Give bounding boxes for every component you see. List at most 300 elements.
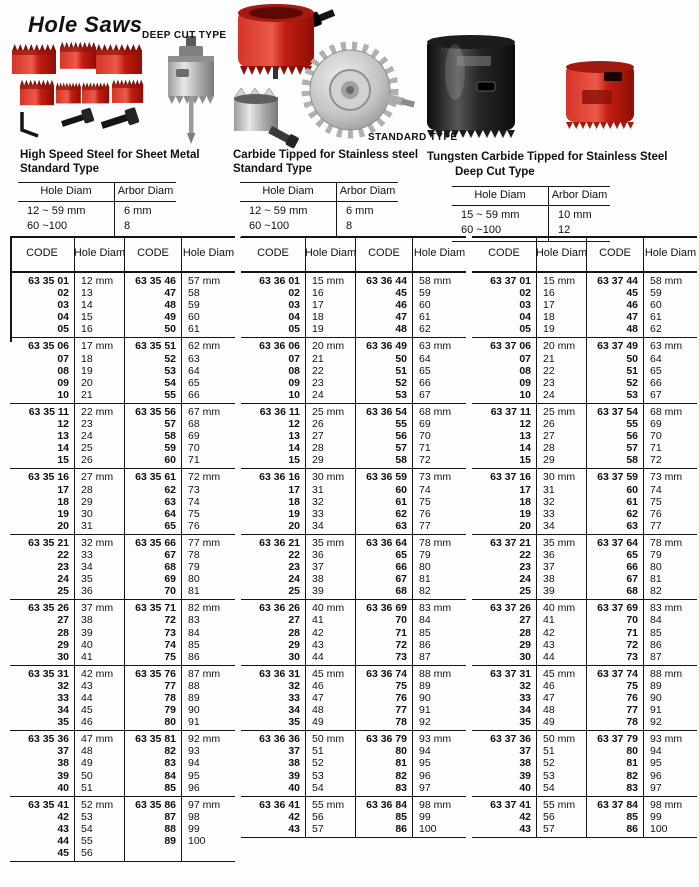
code-cell: 52	[355, 377, 412, 389]
hole-diam-cell: 87	[643, 651, 697, 665]
hole-diam-cell: 83	[181, 614, 235, 626]
code-cell: 03	[519, 299, 531, 312]
code-cell: 63 35 06	[10, 337, 74, 352]
hole-diam-cell: 99	[181, 823, 235, 835]
hole-diam-cell: 28	[536, 442, 586, 454]
hole-diam-cell: 77	[643, 520, 697, 534]
hole-diam-cell: 52 mm	[74, 796, 124, 811]
code-cell: 29	[519, 638, 531, 651]
code-cell: 63 35 66	[124, 534, 181, 549]
hole-diam-cell: 81	[181, 585, 235, 599]
code-cell: 24	[57, 573, 69, 586]
deep-cut-type-label: DEEP CUT TYPE	[142, 30, 227, 41]
code-cell: 22	[519, 548, 531, 561]
code-cell: 52	[124, 353, 181, 365]
hole-diam-cell: 16	[305, 287, 355, 299]
code-table-hss	[10, 236, 235, 862]
code-cell: 34	[288, 704, 300, 717]
code-cell: 56	[355, 430, 412, 442]
code-cell: 30	[288, 650, 300, 663]
hole-diam-cell: 35 mm	[305, 534, 355, 549]
code-cell: 55	[586, 418, 643, 430]
code-cell: 19	[57, 507, 69, 520]
code-cell: 23	[288, 561, 300, 574]
hole-diam-cell: 86	[412, 639, 466, 651]
hole-diam-cell: 90	[643, 692, 697, 704]
hole-diam-cell: 84	[412, 614, 466, 626]
hole-diam-cell: 32 mm	[74, 534, 124, 549]
hole-diam-cell: 18	[305, 311, 355, 323]
hole-diam-cell: 97 mm	[181, 796, 235, 811]
hole-diam-cell: 48	[74, 745, 124, 757]
hole-diam-cell: 28	[305, 442, 355, 454]
hole-diam-cell: 53	[74, 811, 124, 823]
code-cell: 75	[586, 680, 643, 692]
code-cell: 35	[288, 716, 300, 729]
code-cell: 68	[586, 585, 643, 599]
code-cell: 63 37 54	[586, 403, 643, 418]
hole-diam-cell: 94	[412, 745, 466, 757]
hole-diam-cell: 60	[412, 299, 466, 311]
hole-diam-cell: 97	[643, 782, 697, 796]
hole-diam-cell: 27	[305, 430, 355, 442]
hole-diam-cell: 35 mm	[536, 534, 586, 549]
code-cell: 65	[124, 520, 181, 534]
hole-diam-cell: 78 mm	[412, 534, 466, 549]
code-cell: 37	[57, 745, 69, 758]
hole-diam-cell: 98	[181, 811, 235, 823]
hole-diam-cell: 85	[412, 627, 466, 639]
code-cell: 43	[519, 822, 531, 835]
code-cell: 53	[586, 389, 643, 403]
hole-diam-cell: 18	[536, 311, 586, 323]
hole-diam-cell: 91	[643, 704, 697, 716]
code-cell: 63 36 59	[355, 468, 412, 483]
code-cell: 30	[519, 650, 531, 663]
col-header-code: CODE	[241, 238, 305, 273]
arbor-icon	[100, 107, 140, 134]
section-title-carbide-line1: Carbide Tipped for Stainless steel	[233, 149, 419, 161]
hole-diam-cell: 51	[305, 745, 355, 757]
hole-diam-cell: 19	[305, 323, 355, 337]
hole-diam-cell: 16	[74, 323, 124, 337]
code-cell: 32	[519, 679, 531, 692]
hole-diam-cell: 17	[305, 299, 355, 311]
code-cell: 63 35 21	[10, 534, 74, 549]
code-cell: 32	[288, 679, 300, 692]
code-cell: 82	[586, 770, 643, 782]
spec-cell: 10 mm	[548, 206, 610, 223]
code-cell: 17	[288, 483, 300, 496]
code-cell: 72	[124, 614, 181, 626]
hole-diam-cell: 46	[305, 680, 355, 692]
hole-diam-cell: 27	[536, 430, 586, 442]
spec-cell: 8	[114, 219, 176, 237]
code-cell: 63 37 16	[472, 468, 536, 483]
col-header-code: CODE	[124, 238, 181, 273]
hole-diam-cell: 86	[643, 639, 697, 651]
hole-diam-cell: 89	[412, 680, 466, 692]
hole-diam-cell: 48	[536, 704, 586, 716]
code-cell: 33	[519, 692, 531, 704]
hole-diam-cell: 57	[305, 823, 355, 837]
hole-diam-cell: 56	[305, 811, 355, 823]
hole-diam-cell: 62	[412, 323, 466, 337]
code-cell: 63 35 01	[28, 275, 69, 287]
code-cell: 53	[355, 389, 412, 403]
hole-diam-cell: 100	[181, 835, 235, 847]
hole-diam-cell: 89	[643, 680, 697, 692]
hole-diam-cell: 44	[305, 651, 355, 665]
hole-diam-cell: 86	[181, 651, 235, 665]
code-cell: 62	[355, 508, 412, 520]
code-cell: 63 37 69	[586, 599, 643, 614]
hole-diam-cell: 43	[74, 680, 124, 692]
code-cell: 05	[288, 323, 300, 336]
code-cell: 81	[355, 757, 412, 769]
code-cell: 48	[124, 299, 181, 311]
hole-diam-cell: 87	[412, 651, 466, 665]
code-cell: 02	[57, 287, 69, 300]
code-cell: 53	[124, 365, 181, 377]
code-cell: 61	[586, 496, 643, 508]
hole-diam-cell: 96	[643, 770, 697, 782]
hole-diam-cell: 64	[643, 353, 697, 365]
hole-diam-cell: 83 mm	[643, 599, 697, 614]
code-cell: 40	[519, 781, 531, 794]
hole-diam-cell: 85	[643, 627, 697, 639]
code-cell: 32	[57, 679, 69, 692]
section-title-hss-line2: Standard Type	[20, 163, 100, 175]
hole-diam-cell: 54	[536, 782, 586, 796]
hole-diam-cell: 61	[181, 323, 235, 337]
hole-diam-cell: 13	[74, 287, 124, 299]
code-cell: 68	[355, 585, 412, 599]
hole-diam-cell: 45 mm	[536, 665, 586, 680]
hole-diam-cell: 55 mm	[305, 796, 355, 811]
hole-diam-cell: 60	[181, 311, 235, 323]
hole-diam-cell: 98 mm	[643, 796, 697, 811]
photo-black-hole-saw	[427, 35, 515, 138]
code-cell: 63 36 16	[241, 468, 305, 483]
hole-diam-cell: 87 mm	[181, 665, 235, 680]
hole-diam-cell: 98 mm	[412, 796, 466, 811]
hole-diam-cell: 56	[536, 811, 586, 823]
hole-diam-cell: 93	[181, 745, 235, 757]
hole-diam-cell: 23	[305, 377, 355, 389]
hole-diam-cell: 64	[412, 353, 466, 365]
hole-diam-cell: 37	[536, 561, 586, 573]
code-cell: 15	[288, 454, 300, 467]
hole-diam-cell: 84	[181, 627, 235, 639]
hole-diam-cell: 81	[412, 573, 466, 585]
code-cell: 38	[288, 757, 300, 770]
code-cell: 04	[57, 311, 69, 324]
hole-diam-cell: 29	[74, 496, 124, 508]
hole-diam-cell: 74	[643, 484, 697, 496]
hole-diam-cell: 50 mm	[305, 730, 355, 745]
hole-diam-cell: 21	[536, 353, 586, 365]
hole-diam-cell: 38	[74, 614, 124, 626]
hole-diam-cell: 70	[181, 442, 235, 454]
code-cell: 50	[124, 323, 181, 337]
hole-diam-cell: 99	[643, 811, 697, 823]
hole-diam-cell: 15	[74, 311, 124, 323]
hole-diam-cell: 93 mm	[412, 730, 466, 745]
code-cell: 23	[519, 561, 531, 574]
hole-diam-cell: 69	[181, 430, 235, 442]
code-cell: 65	[586, 549, 643, 561]
code-cell: 09	[519, 376, 531, 389]
hole-diam-cell: 57	[536, 823, 586, 837]
photo-red-hole-saw	[566, 61, 634, 129]
hole-diam-cell: 76	[412, 508, 466, 520]
hole-diam-cell: 83 mm	[412, 599, 466, 614]
hole-diam-cell: 68 mm	[643, 403, 697, 418]
col-header-hole-diam: Hole Diam	[643, 238, 697, 273]
code-cell: 68	[124, 561, 181, 573]
code-table-carbide	[241, 236, 466, 838]
code-cell: 46	[586, 299, 643, 311]
code-cell: 25	[519, 585, 531, 598]
code-cell: 89	[124, 835, 181, 847]
code-cell: 63	[586, 520, 643, 534]
hole-diam-cell: 59	[181, 299, 235, 311]
col-header-code: CODE	[10, 238, 74, 273]
hole-diam-cell: 62	[643, 323, 697, 337]
hole-diam-cell: 70	[412, 430, 466, 442]
hole-diam-cell: 23	[536, 377, 586, 389]
hole-diam-cell: 61	[643, 311, 697, 323]
code-cell: 38	[57, 757, 69, 770]
hex-key-icon	[22, 112, 38, 136]
code-cell: 63 36 64	[355, 534, 412, 549]
code-cell: 73	[586, 651, 643, 665]
hole-diam-cell: 79	[412, 549, 466, 561]
code-cell: 27	[57, 614, 69, 627]
code-cell: 87	[124, 811, 181, 823]
code-cell: 78	[124, 692, 181, 704]
hole-diam-cell: 17	[536, 299, 586, 311]
hole-diam-cell: 77	[412, 520, 466, 534]
code-cell: 63 35 46	[124, 273, 181, 287]
code-cell: 73	[355, 651, 412, 665]
code-cell: 42	[57, 810, 69, 823]
hole-diam-cell: 80	[181, 573, 235, 585]
hole-diam-cell: 21	[74, 389, 124, 403]
hole-diam-cell: 51	[74, 782, 124, 796]
code-cell: 58	[586, 454, 643, 468]
code-cell: 63 36 21	[241, 534, 305, 549]
code-cell: 63 37 31	[472, 665, 536, 680]
code-cell: 63	[124, 496, 181, 508]
hole-diam-cell: 47	[305, 692, 355, 704]
code-cell: 45	[57, 847, 69, 860]
hole-diam-cell: 36	[74, 585, 124, 599]
code-cell: 63 37 06	[472, 337, 536, 352]
spec-cell: 12 ~ 59 mm	[249, 205, 308, 217]
code-cell: 18	[57, 495, 69, 508]
code-cell: 30	[57, 650, 69, 663]
code-cell: 14	[57, 442, 69, 455]
hole-diam-cell: 14	[74, 299, 124, 311]
code-cell: 70	[124, 585, 181, 599]
code-table-tungsten	[472, 236, 697, 838]
code-cell: 63 35 86	[124, 796, 181, 811]
code-cell: 10	[288, 388, 300, 401]
code-cell: 10	[519, 388, 531, 401]
hole-diam-cell: 41	[305, 614, 355, 626]
hole-diam-cell: 76	[181, 520, 235, 534]
code-cell: 83	[124, 757, 181, 769]
spec-cell: 6 mm	[336, 202, 398, 219]
hole-diam-cell: 39	[305, 585, 355, 599]
hole-diam-cell: 24	[305, 389, 355, 403]
code-cell: 72	[586, 639, 643, 651]
col-header-code: CODE	[586, 238, 643, 273]
code-cell: 63 36 31	[241, 665, 305, 680]
code-tables	[10, 236, 697, 862]
hole-diam-cell: 69	[643, 418, 697, 430]
code-cell: 02	[288, 287, 300, 300]
code-cell: 69	[124, 573, 181, 585]
hole-diam-cell: 40 mm	[536, 599, 586, 614]
hole-diam-cell: 25 mm	[305, 403, 355, 418]
hole-diam-cell: 34	[74, 561, 124, 573]
hole-diam-cell: 54	[74, 823, 124, 835]
hole-diam-cell: 79	[643, 549, 697, 561]
code-cell: 09	[288, 376, 300, 389]
code-cell: 76	[355, 692, 412, 704]
hole-diam-cell: 56	[74, 847, 124, 861]
code-cell: 55	[124, 389, 181, 403]
hole-diam-cell: 12 mm	[74, 273, 124, 287]
hole-diam-cell: 24	[536, 389, 586, 403]
hole-diam-cell: 64	[181, 365, 235, 377]
spec-cell: 12 ~ 59 mm	[27, 205, 86, 217]
code-cell: 43	[57, 822, 69, 835]
col-header-hole-diam: Hole Diam	[181, 238, 235, 273]
code-cell: 05	[57, 323, 69, 336]
hole-diam-cell: 53	[536, 770, 586, 782]
code-cell: 48	[355, 323, 412, 337]
code-cell: 29	[288, 638, 300, 651]
hole-diam-cell: 65	[412, 365, 466, 377]
code-cell: 63 35 51	[124, 337, 181, 352]
spec-col-header: Hole Diam	[452, 187, 548, 206]
hole-diam-cell: 37	[305, 561, 355, 573]
section-title-tungsten-line1: Tungsten Carbide Tipped for Stainless Steel	[427, 151, 668, 163]
code-cell: 40	[57, 781, 69, 794]
code-cell: 76	[586, 692, 643, 704]
spec-cell: 6 mm	[114, 202, 176, 219]
code-cell: 80	[124, 716, 181, 730]
code-cell: 28	[519, 626, 531, 639]
code-cell: 75	[124, 651, 181, 665]
hole-diam-cell: 72	[643, 454, 697, 468]
code-cell: 66	[355, 561, 412, 573]
code-cell: 60	[124, 454, 181, 468]
code-cell: 70	[586, 614, 643, 626]
code-cell: 62	[586, 508, 643, 520]
hole-diam-cell: 55 mm	[536, 796, 586, 811]
code-cell: 42	[288, 810, 300, 823]
hole-diam-cell: 96	[181, 782, 235, 796]
section-title-hss-line1: High Speed Steel for Sheet Metal	[20, 149, 200, 161]
hole-diam-cell: 24	[74, 430, 124, 442]
code-cell: 13	[57, 430, 69, 443]
hole-diam-cell: 30 mm	[536, 468, 586, 483]
hole-diam-cell: 90	[412, 692, 466, 704]
hole-diam-cell: 97	[412, 782, 466, 796]
code-cell: 63 35 26	[10, 599, 74, 614]
code-cell: 42	[519, 810, 531, 823]
hole-diam-cell: 35	[74, 573, 124, 585]
section-title-tungsten-line2: Deep Cut Type	[455, 166, 535, 178]
hole-diam-cell: 70	[643, 430, 697, 442]
code-cell: 63 36 79	[355, 730, 412, 745]
hole-diam-cell: 85	[181, 639, 235, 651]
code-cell: 45	[355, 287, 412, 299]
code-cell: 05	[519, 323, 531, 336]
hole-diam-cell: 30 mm	[305, 468, 355, 483]
spec-cell: 60 ~100	[27, 220, 68, 232]
code-cell: 15	[57, 454, 69, 467]
code-cell: 13	[519, 430, 531, 443]
hole-diam-cell: 63	[181, 353, 235, 365]
hole-diam-cell: 40 mm	[305, 599, 355, 614]
code-cell: 49	[124, 311, 181, 323]
code-cell: 52	[586, 377, 643, 389]
code-cell: 19	[519, 507, 531, 520]
spec-col-header: Arbor Diam	[548, 187, 610, 206]
code-cell: 51	[355, 365, 412, 377]
hole-diam-cell: 65	[643, 365, 697, 377]
hole-diam-cell: 94	[643, 745, 697, 757]
hole-diam-cell: 72	[412, 454, 466, 468]
code-cell: 08	[57, 364, 69, 377]
code-cell: 77	[124, 680, 181, 692]
code-cell: 57	[124, 418, 181, 430]
hole-diam-cell: 46	[536, 680, 586, 692]
photo-hole-saw-set	[12, 42, 143, 136]
code-cell: 82	[355, 770, 412, 782]
code-cell: 18	[519, 495, 531, 508]
code-cell: 25	[288, 585, 300, 598]
hole-diam-cell: 50	[74, 770, 124, 782]
hole-diam-cell: 30	[74, 508, 124, 520]
code-cell: 78	[586, 716, 643, 730]
code-cell: 63 36 06	[241, 337, 305, 352]
code-cell: 20	[288, 519, 300, 532]
hole-diam-cell: 58	[181, 287, 235, 299]
hole-diam-cell: 79	[181, 561, 235, 573]
hole-diam-cell: 49	[305, 716, 355, 730]
hole-diam-cell: 92 mm	[181, 730, 235, 745]
hole-diam-cell: 40	[74, 639, 124, 651]
hole-diam-cell: 23	[74, 418, 124, 430]
hole-diam-cell: 44	[536, 651, 586, 665]
hole-diam-cell: 19	[536, 323, 586, 337]
hole-diam-cell: 51	[536, 745, 586, 757]
code-cell: 80	[355, 745, 412, 757]
hole-diam-cell: 73	[181, 484, 235, 496]
spec-col-header: Arbor Diam	[114, 183, 176, 202]
section-title-carbide-line2: Standard Type	[233, 163, 313, 175]
hole-diam-cell: 58 mm	[643, 273, 697, 287]
code-cell: 57	[586, 442, 643, 454]
code-cell: 03	[57, 299, 69, 312]
